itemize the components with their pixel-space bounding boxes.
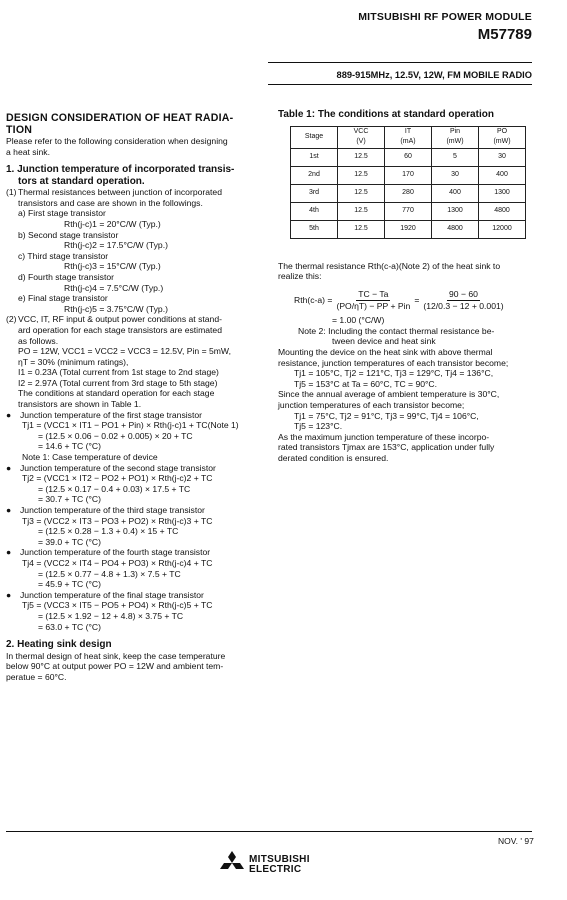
paragraph-text: as follows. (18, 335, 59, 346)
paragraph-text: rated transistors Tjmax are 153°C, application under fully (278, 442, 495, 453)
equation-line: Tj1 = 75°C, Tj2 = 91°C, Tj3 = 99°C, Tj4 = 106°C, (294, 410, 479, 421)
right-column (278, 110, 536, 463)
note-text: tween device and heat sink (332, 336, 436, 347)
stage-label: a) First stage transistor (18, 208, 106, 219)
formula-lhs: Rth(c-a) = (294, 294, 333, 305)
conditions-line: PO = 12W, VCC1 = VCC2 = VCC3 = 12.5V, Pin = 5mW, (18, 346, 231, 357)
paragraph-text: transistors and case are shown in the followings. (18, 197, 203, 208)
fraction: TC − Ta (PO/ηT) − PP + Pin (336, 288, 411, 311)
heading-junction-temp: 1. Junction temperature of incorporated transis- (6, 164, 235, 176)
header-brand: MITSUBISHI RF POWER MODULE (358, 11, 532, 23)
paragraph-text: VCC, IT, RF input & output power conditions at stand- (18, 314, 222, 325)
conditions-line: I2 = 2.97A (Total current from 3rd stage to 5th stage) (18, 377, 218, 388)
equation-line: Tj2 = (VCC1 × IT2 − PO2 + PO1) × Rth(j-c)2 + TC (22, 473, 213, 484)
bullet-icon: ● (6, 409, 12, 420)
stage-value: Rth(j-c)5 = 3.75°C/W (Typ.) (64, 303, 168, 314)
equation-line: = 14.6 + TC (°C) (38, 441, 101, 452)
conditions-line: I1 = 0.23A (Total current from 1st stage to 2nd stage) (18, 367, 219, 378)
paragraph-text: ard operation for each stage transistors are estimated (18, 324, 222, 335)
equation-line: Tj5 = 153°C at Ta = 60°C, TC = 90°C. (294, 378, 438, 389)
equation-line: = (12.5 × 0.28 − 1.3 + 0.4) × 15 + TC (38, 526, 179, 537)
equation-line: Tj1 = 105°C, Tj2 = 121°C, Tj3 = 129°C, Tj4 = 136°C, (294, 368, 494, 379)
paragraph-text: As the maximum junction temperature of these incorpo- (278, 431, 490, 442)
equation-line: = 63.0 + TC (°C) (38, 621, 101, 632)
header-vcc: VCC (V) (338, 126, 385, 148)
table-title: Table 1: The conditions at standard operation (278, 109, 494, 120)
paragraph-text: In thermal design of heat sink, keep the case temperature (6, 650, 226, 661)
header-pin: Pin (mW) (432, 126, 479, 148)
bullet-icon: ● (6, 462, 12, 473)
section-title-cont: TION (6, 124, 33, 136)
bullet-title: Junction temperature of the fourth stage transistor (20, 547, 211, 558)
left-column (6, 112, 268, 682)
header-stage: Stage (291, 126, 338, 148)
header-subtitle: 889-915MHz, 12.5V, 12W, FM MOBILE RADIO (336, 70, 532, 80)
bullet-icon: ● (6, 589, 12, 600)
paragraph-text: The conditions at standard operation for each stage (18, 388, 215, 399)
equation-line: = (12.5 × 0.06 − 0.02 + 0.005) × 20 + TC (38, 430, 193, 441)
thermal-resistance-formula (278, 289, 536, 311)
intro-text: a heat sink. (6, 146, 50, 157)
item-number: (2) (6, 314, 17, 325)
equation-line: Tj5 = (VCC3 × IT5 − PO5 + PO4) × Rth(j-c)5 + TC (22, 600, 213, 611)
equation-line: Tj1 = (VCC1 × IT1 − PO1 + Pin) × Rth(j-c)1 + TC(Note 1) (22, 420, 239, 431)
paragraph-text: The thermal resistance Rth(c-a)(Note 2) of the heat sink to (278, 260, 501, 271)
bullet-title: Junction temperature of the third stage transistor (20, 505, 205, 515)
equation-line: = 30.7 + TC (°C) (38, 494, 101, 505)
stage-value: Rth(j-c)2 = 17.5°C/W (Typ.) (64, 240, 168, 251)
paragraph-text: derated condition is ensured. (278, 452, 389, 463)
equation-line: = (12.5 × 0.77 − 4.8 + 1.3) × 7.5 + TC (38, 568, 181, 579)
header-divider-2 (268, 84, 532, 85)
stage-label: c) Third stage transistor (18, 250, 109, 261)
intro-text: Please refer to the following consideration when designing (6, 136, 228, 146)
formula-result: = 1.00 (°C/W) (332, 315, 385, 326)
bullet-icon: ● (6, 547, 12, 558)
equation-line: = 45.9 + TC (°C) (38, 579, 101, 590)
table-row: 1st 12.5 60 5 30 (291, 148, 526, 166)
stage-value: Rth(j-c)1 = 20°C/W (Typ.) (64, 218, 161, 229)
conditions-table (290, 126, 526, 239)
paragraph-text: Mounting the device on the heat sink with above thermal (278, 346, 493, 357)
bullet-title: Junction temperature of the second stage transistor (20, 462, 216, 473)
footer-divider (6, 831, 532, 832)
paragraph-text: resistance, junction temperatures of each transistor become; (278, 357, 509, 368)
item-number: (1) (6, 187, 17, 198)
paragraph-text: transistors are shown in Table 1. (18, 399, 142, 410)
table-row: 5th 12.5 1920 4800 12000 (291, 220, 526, 238)
model-number: M57789 (477, 26, 532, 43)
bullet-icon: ● (6, 505, 12, 515)
paragraph-text: Since the annual average of ambient temperature is 30°C, (278, 389, 500, 400)
paragraph-text: realize this: (278, 271, 322, 282)
bullet-title: Junction temperature of the final stage transistor (20, 589, 204, 600)
stage-list (6, 208, 268, 314)
table-row: 2nd 12.5 170 30 400 (291, 166, 526, 184)
section-title: DESIGN CONSIDERATION OF HEAT RADIA- (6, 112, 234, 124)
stage-label: d) Fourth stage transistor (18, 271, 115, 282)
paragraph-text: below 90°C at output power PO = 12W and ambient tem- (6, 661, 224, 672)
fraction: $\frac{90 - 60}{(12/0.3 - 12 + 0.001)}$ (423, 288, 504, 311)
formula-equals: = (414, 294, 420, 305)
equation-line: Tj5 = 123°C. (294, 421, 343, 432)
paragraph-text: junction temperatures of each transistor become; (278, 399, 465, 410)
table-row: 4th 12.5 770 1300 4800 (291, 202, 526, 220)
table-row: 3rd 12.5 280 400 1300 (291, 184, 526, 202)
note-text: Note 2: Including the contact thermal resistance be- (298, 325, 495, 336)
bullet-title: Junction temperature of the first stage transistor (20, 409, 202, 420)
logo-text: MITSUBISHI ELECTRIC (249, 854, 310, 875)
footer-date: NOV. ' 97 (498, 836, 534, 846)
header-po: PO (mW) (479, 126, 526, 148)
paragraph-text: Thermal resistances between junction of incorporated (18, 187, 222, 198)
stage-label: e) Final stage transistor (18, 293, 108, 304)
note-text: Note 1: Case temperature of device (22, 452, 158, 463)
header-divider (268, 62, 532, 63)
stage-value: Rth(j-c)3 = 15°C/W (Typ.) (64, 261, 161, 272)
mitsubishi-logo-icon (219, 851, 245, 880)
equation-line: = (12.5 × 0.17 − 0.4 + 0.03) × 17.5 + TC (38, 483, 191, 494)
equation-line: Tj4 = (VCC2 × IT4 − PO4 + PO3) × Rth(j-c)4 + TC (22, 557, 213, 568)
conditions-line: ηT = 30% (minimum ratings), (18, 356, 129, 367)
stage-label: b) Second stage transistor (18, 229, 119, 240)
heading-heat-sink: 2. Heating sink design (6, 639, 112, 651)
stage-value: Rth(j-c)4 = 7.5°C/W (Typ.) (64, 282, 164, 293)
equation-line: = (12.5 × 1.92 − 12 + 4.8) × 3.75 + TC (38, 610, 184, 621)
equation-line: = 39.0 + TC (°C) (38, 536, 101, 547)
table-header-row (291, 126, 526, 148)
heading-junction-temp-cont: tors at standard operation. (18, 175, 145, 187)
header-it: IT (mA) (385, 126, 432, 148)
equation-line: Tj3 = (VCC2 × IT3 − PO3 + PO2) × Rth(j-c)3 + TC (22, 515, 213, 526)
paragraph-text: peratue = 60°C. (6, 671, 67, 682)
